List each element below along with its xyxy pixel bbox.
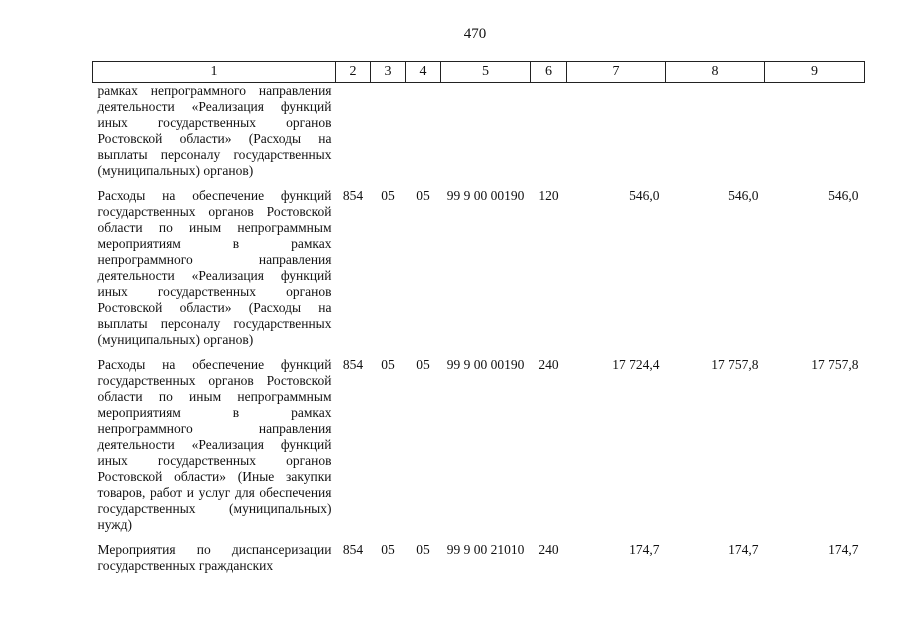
header-col-8: 8	[666, 62, 765, 83]
cell-col-7: 17 724,4	[612, 357, 660, 372]
cell-col-8: 174,7	[728, 542, 759, 557]
cell-col-9	[765, 83, 865, 189]
row-description: Мероприятия по диспансеризации государственных гражданских	[97, 542, 332, 573]
table-row	[93, 188, 865, 357]
cell-col-9: 17 757,8	[811, 357, 859, 372]
cell-col-9: 174,7	[828, 542, 859, 557]
cell-col-7	[567, 83, 666, 189]
row-description: рамках непрограммного направления деятельности «Реализация функций иных государственных органов Ростовской области» (Расходы на выплаты персоналу государственных (муниципальных) органов)	[97, 83, 332, 178]
cell-col-2: 854	[342, 357, 364, 372]
budget-table	[92, 61, 865, 583]
header-col-3: 3	[371, 62, 406, 83]
cell-col-4: 05	[416, 357, 430, 372]
table-row	[93, 357, 865, 542]
header-col-9: 9	[765, 62, 865, 83]
cell-col-5: 99 9 00 00190	[446, 188, 525, 203]
cell-col-6: 240	[538, 542, 559, 557]
cell-col-5: 99 9 00 21010	[446, 542, 525, 557]
cell-col-8: 546,0	[728, 188, 759, 203]
header-col-4: 4	[406, 62, 441, 83]
table-header-row	[93, 62, 865, 83]
cell-col-3	[371, 83, 406, 189]
cell-col-3: 05	[381, 542, 395, 557]
cell-col-8: 17 757,8	[711, 357, 759, 372]
table-row	[93, 542, 865, 583]
cell-col-2	[336, 83, 371, 189]
cell-col-3: 05	[381, 188, 395, 203]
cell-col-5: 99 9 00 00190	[446, 357, 525, 372]
row-description: Расходы на обеспечение функций государственных органов Ростовской области по иным непрограммным мероприятиям в рамках непрограммного направления деятельности «Реализация функций иных государственных органов Ростовской области» (Иные закупки товаров, работ и услуг для обеспечения государственных (муниципальных) нужд)	[97, 357, 332, 532]
cell-col-9: 546,0	[828, 188, 859, 203]
header-col-1: 1	[93, 62, 336, 83]
header-col-2: 2	[336, 62, 371, 83]
cell-col-7: 546,0	[629, 188, 660, 203]
table-row	[93, 83, 865, 189]
header-col-5: 5	[441, 62, 531, 83]
page-number: 470	[463, 26, 487, 42]
row-description: Расходы на обеспечение функций государственных органов Ростовской области по иным непрограммным мероприятиям в рамках непрограммного направления деятельности «Реализация функций иных государственных органов Ростовской области» (Расходы на выплаты персоналу государственных (муниципальных) органов)	[97, 188, 332, 347]
cell-col-4: 05	[416, 188, 430, 203]
cell-col-3: 05	[381, 357, 395, 372]
cell-col-7: 174,7	[629, 542, 660, 557]
header-col-6: 6	[531, 62, 567, 83]
cell-col-4: 05	[416, 542, 430, 557]
cell-col-6: 120	[538, 188, 559, 203]
cell-col-8	[666, 83, 765, 189]
cell-col-6	[531, 83, 567, 189]
cell-col-2: 854	[342, 188, 364, 203]
cell-col-5	[441, 83, 531, 189]
header-col-7: 7	[567, 62, 666, 83]
cell-col-2: 854	[342, 542, 364, 557]
cell-col-4	[406, 83, 441, 189]
cell-col-6: 240	[538, 357, 559, 372]
